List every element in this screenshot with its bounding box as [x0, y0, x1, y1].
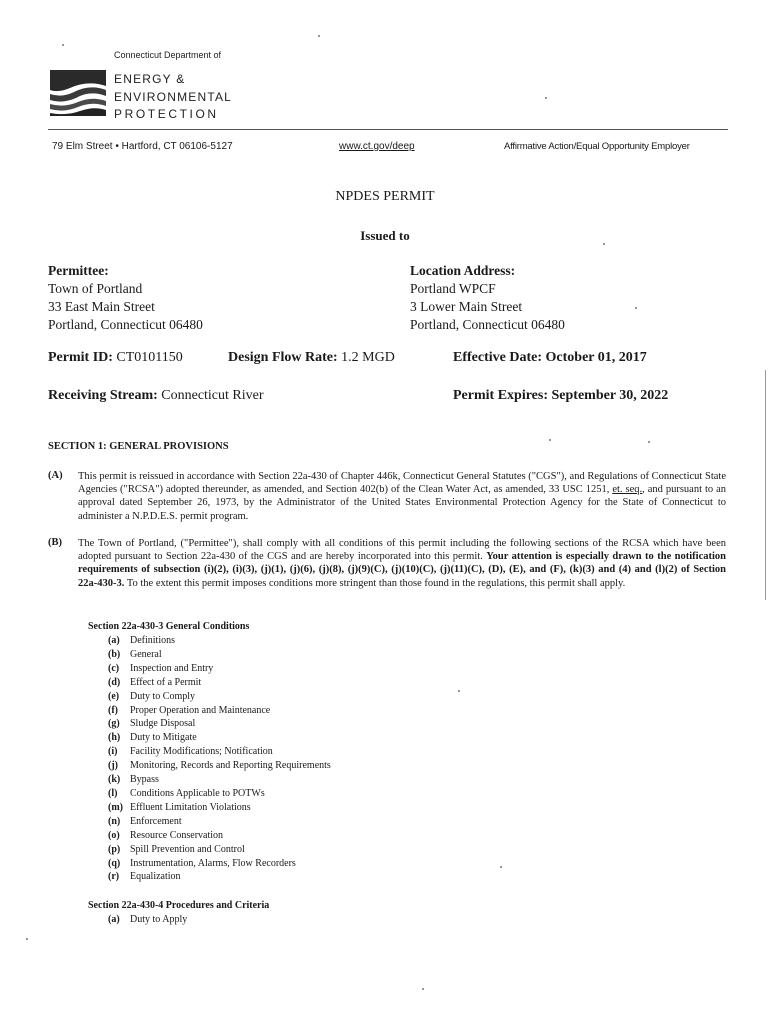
section-heading: SECTION 1: GENERAL PROVISIONS — [48, 441, 229, 452]
procedures-list — [108, 913, 187, 927]
list-item-letter: (n) — [108, 815, 121, 827]
agency-address: 79 Elm Street • Hartford, CT 06106-5127 — [52, 141, 233, 152]
list-item-letter: (h) — [108, 732, 121, 744]
eeo-statement: Affirmative Action/Equal Opportunity Employer — [504, 141, 690, 152]
department-label: Connecticut Department of — [114, 50, 222, 60]
scan-speck — [648, 441, 650, 443]
list-item-letter: (p) — [108, 843, 121, 855]
list-item — [108, 745, 331, 759]
paragraph-b-text: The Town of Portland, ("Permittee"), shall comply with all conditions of this permit including the following sections of the RCSA which have been adopted pursuant to Section 22a-430 of the CGS and are hereby incorporated into this permit. — [78, 538, 726, 563]
permit-expires-value: September 30, 2022 — [551, 388, 669, 403]
list-item-letter: (o) — [108, 829, 120, 841]
location-heading: Location Address: — [410, 263, 516, 278]
document-title: NPDES PERMIT — [335, 189, 435, 204]
et-seq: et. seq. — [612, 484, 643, 496]
list-item — [108, 676, 331, 690]
permittee-street: 33 East Main Street — [48, 299, 155, 314]
list-item — [108, 773, 331, 787]
list-item-text: Spill Prevention and Control — [130, 843, 245, 855]
general-conditions-list — [108, 634, 331, 884]
notification-notice: Your attention is especially drawn to the notification requirements of subsection (i)(2), (i)(3), (j)(1), (j)(6), (j)(8), (j)(9)(C), (j)(10)(C), (j)(11)(C), (D), (E), and (F), (k)(3) and (4) and (l)(2) of Section 22a-430-3. — [78, 551, 726, 589]
list-item — [108, 648, 331, 662]
list-item-text: Bypass — [130, 774, 159, 786]
list-item-letter: (k) — [108, 774, 121, 786]
list-item-letter: (g) — [108, 718, 120, 730]
paragraph-a-text-cont: , and pursuant to an approval dated September 26, 1973, by the Administrator of the United States Environmental Protection Agency for the State of Connecticut to administer a N.P.D.E.S. permit program. — [78, 484, 726, 522]
list-item-text: Equalization — [130, 871, 181, 883]
list-item-text: Inspection and Entry — [130, 662, 214, 674]
list-item-text: Sludge Disposal — [130, 718, 196, 730]
list-item — [108, 662, 331, 676]
permit-id-value: CT0101150 — [116, 350, 183, 365]
paragraph-a — [78, 470, 726, 523]
list-item — [108, 843, 331, 857]
list-item-text: General — [130, 648, 162, 660]
procedures-heading: Section 22a-430-4 Procedures and Criteria — [88, 900, 270, 911]
list-item-text: Duty to Apply — [130, 914, 188, 925]
list-item-text: Definitions — [130, 635, 175, 646]
permittee-block — [48, 262, 203, 334]
location-name: Portland WPCF — [410, 281, 496, 296]
location-city: Portland, Connecticut 06480 — [410, 317, 565, 332]
logo-text-energy: ENERGY & — [114, 72, 186, 86]
list-item — [108, 829, 331, 843]
list-item — [108, 759, 331, 773]
list-item — [108, 787, 331, 801]
list-item-letter: (i) — [108, 746, 118, 758]
letterhead-divider — [48, 129, 728, 130]
permittee-name: Town of Portland — [48, 281, 143, 296]
paragraph-a-label: (A) — [48, 470, 63, 481]
list-item-letter: (r) — [108, 871, 120, 883]
list-item — [108, 690, 331, 704]
paragraph-b — [78, 537, 726, 590]
list-item-text: Duty to Comply — [130, 690, 196, 702]
list-item — [108, 634, 331, 648]
list-item — [108, 815, 331, 829]
list-item — [108, 704, 331, 718]
logo-text-protection: PROTECTION — [114, 107, 219, 121]
permittee-city: Portland, Connecticut 06480 — [48, 317, 203, 332]
flow-rate-label: Design Flow Rate: — [228, 350, 338, 365]
paragraph-a-text: This permit is reissued in accordance with Section 22a-430 of Chapter 446k, Connecticut General Statutes ("CGS"), and Regulations of Connecticut State Agencies ("RCSA") adopted thereunder, as amended, and Section 402(b) of the Clean Water Act, as amended, 33 USC 1251, — [78, 471, 726, 496]
scan-speck — [603, 243, 605, 245]
list-item-text: Resource Conservation — [130, 829, 224, 841]
receiving-stream-label: Receiving Stream: — [48, 388, 158, 403]
effective-date-value: October 01, 2017 — [545, 350, 647, 365]
receiving-stream-value: Connecticut River — [161, 388, 264, 403]
list-item-letter: (q) — [108, 857, 121, 869]
list-item — [108, 731, 331, 745]
list-item-text: Conditions Applicable to POTWs — [130, 787, 265, 799]
list-item-letter: (m) — [108, 801, 123, 813]
flow-rate-value: 1.2 MGD — [341, 350, 395, 365]
list-item-text: Instrumentation, Alarms, Flow Recorders — [130, 857, 296, 869]
receiving-stream-field — [48, 388, 264, 404]
effective-date-field — [453, 350, 647, 366]
list-item-text: Proper Operation and Maintenance — [130, 704, 271, 716]
list-item-letter: (j) — [108, 760, 118, 772]
list-item-text: Facility Modifications; Notification — [130, 746, 273, 758]
list-item-letter: (a) — [108, 914, 120, 925]
list-item — [108, 801, 331, 815]
permit-expires-field — [453, 388, 668, 404]
permittee-heading: Permittee: — [48, 263, 109, 278]
document-subtitle: Issued to — [360, 228, 410, 243]
scan-speck — [500, 866, 502, 868]
effective-date-label: Effective Date: — [453, 350, 543, 365]
list-item-letter: (b) — [108, 648, 121, 660]
scan-speck — [458, 690, 460, 692]
list-item — [108, 857, 331, 871]
list-item — [108, 913, 187, 927]
location-street: 3 Lower Main Street — [410, 299, 523, 314]
list-item-letter: (f) — [108, 704, 118, 716]
scan-speck — [318, 35, 320, 37]
list-item — [108, 870, 331, 884]
permit-id-label: Permit ID: — [48, 350, 113, 365]
logo-text-environmental: ENVIRONMENTAL — [114, 90, 233, 104]
list-item — [108, 717, 331, 731]
general-conditions-heading: Section 22a-430-3 General Conditions — [88, 621, 250, 632]
paragraph-b-text-cont: To the extent this permit imposes conditions more stringent than those found in the regulations, this permit shall apply. — [126, 577, 626, 589]
list-item-letter: (a) — [108, 635, 120, 646]
agency-website-link[interactable]: www.ct.gov/deep — [339, 141, 415, 152]
list-item-letter: (l) — [108, 787, 118, 799]
list-item-text: Effect of a Permit — [130, 676, 202, 688]
flow-rate-field — [228, 350, 395, 366]
scan-speck — [549, 439, 551, 441]
scan-speck — [422, 988, 424, 990]
scan-speck — [635, 307, 637, 309]
list-item-text: Enforcement — [130, 815, 182, 827]
list-item-letter: (e) — [108, 690, 120, 702]
list-item-text: Effluent Limitation Violations — [130, 801, 251, 813]
list-item-letter: (c) — [108, 662, 120, 674]
list-item-text: Monitoring, Records and Reporting Requirements — [130, 760, 331, 772]
deep-logo — [48, 64, 108, 122]
list-item-letter: (d) — [108, 676, 121, 688]
scan-edge-mark — [765, 370, 766, 600]
location-block — [410, 262, 565, 334]
scan-speck — [545, 97, 547, 99]
paragraph-b-label: (B) — [48, 537, 62, 548]
scan-speck — [62, 44, 64, 46]
permit-id-field — [48, 350, 183, 366]
permit-expires-label: Permit Expires: — [453, 388, 548, 403]
list-item-text: Duty to Mitigate — [130, 732, 197, 744]
scan-speck — [26, 938, 28, 940]
